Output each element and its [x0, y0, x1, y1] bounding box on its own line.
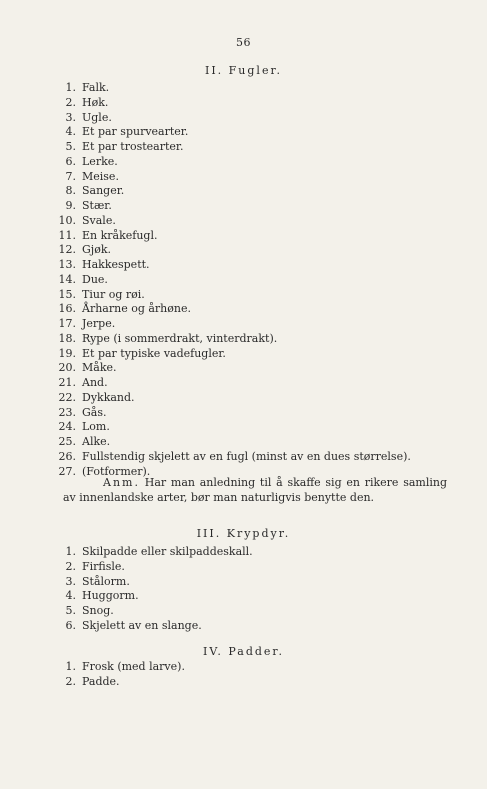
- note-prefix: Anm.: [103, 476, 140, 489]
- list-item: 1. Skilpadde eller skilpaddeskall.: [65, 545, 253, 558]
- list-item: 24. Lom.: [58, 420, 110, 434]
- bird-list: [58, 81, 411, 479]
- list-item: 6. Lerke.: [65, 154, 118, 168]
- section-heading-reptiles: III. Krypdyr.: [196, 527, 291, 540]
- list-item: 2. Høk.: [65, 95, 109, 109]
- amphibian-list: [65, 660, 185, 690]
- annotation-note: [63, 475, 447, 505]
- list-item: 11. En kråkefugl.: [58, 228, 158, 242]
- list-item: 26. Fullstendig skjelett av en fugl (minst av en dues størrelse).: [58, 449, 411, 463]
- reptile-list: [65, 545, 253, 634]
- list-item: 13. Hakkespett.: [58, 258, 150, 271]
- list-item: 10. Svale.: [58, 213, 116, 227]
- list-item: 2. Padde.: [65, 674, 120, 688]
- list-item: 17. Jerpe.: [58, 317, 116, 330]
- list-item: 12. Gjøk.: [58, 243, 111, 257]
- list-item: 5. Et par trostearter.: [65, 140, 184, 153]
- list-item: 4. Huggorm.: [65, 589, 139, 603]
- list-item: 14. Due.: [58, 272, 108, 286]
- list-item: 7. Meise.: [65, 169, 119, 183]
- page-number: 56: [236, 36, 251, 49]
- list-item: 6. Skjelett av en slange.: [65, 618, 202, 632]
- note-text: Har man anledning til å skaffe sig en rikere samling av innenlandske arter, bør man naturligvis benytte den.: [63, 476, 447, 504]
- list-item: 1. Frosk (med larve).: [65, 660, 185, 673]
- list-item: 3. Stålorm.: [65, 574, 130, 588]
- section-heading-birds: II. Fugler.: [204, 64, 283, 77]
- list-item: 2. Firfisle.: [65, 559, 125, 573]
- list-item: 3. Ugle.: [65, 110, 112, 124]
- list-item: 9. Stær.: [65, 199, 112, 212]
- list-item: 8. Sanger.: [65, 184, 125, 198]
- list-item: 25. Alke.: [58, 435, 111, 448]
- list-item: 21. And.: [58, 376, 108, 389]
- list-item: 19. Et par typiske vadefugler.: [58, 346, 226, 360]
- list-item: 15. Tiur og røi.: [58, 287, 145, 301]
- list-item: 5. Snog.: [65, 604, 114, 617]
- section-heading-amphibians: IV. Padder.: [203, 645, 284, 658]
- list-item: 4. Et par spurvearter.: [65, 125, 189, 139]
- list-item: 27. (Fotformer).: [58, 464, 151, 478]
- list-item: 22. Dykkand.: [58, 390, 135, 404]
- list-item: 16. Årharne og århøne.: [58, 302, 191, 316]
- list-item: 20. Måke.: [58, 361, 117, 375]
- list-item: 18. Rype (i sommerdrakt, vinterdrakt).: [58, 331, 278, 345]
- list-item: 1. Falk.: [65, 81, 110, 94]
- list-item: 23. Gås.: [58, 405, 107, 419]
